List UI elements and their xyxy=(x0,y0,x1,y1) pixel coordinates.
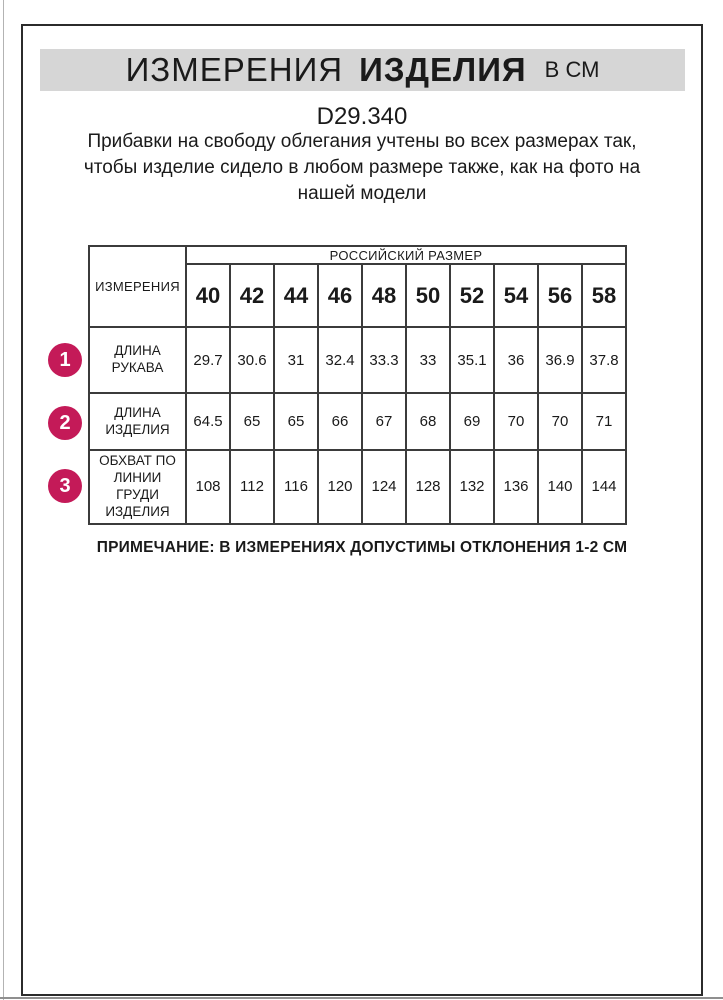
measurement-value: 66 xyxy=(318,393,362,450)
size-band-header: РОССИЙСКИЙ РАЗМЕР xyxy=(186,246,626,264)
size-header: 54 xyxy=(494,264,538,327)
size-header: 58 xyxy=(582,264,626,327)
measurement-value: 65 xyxy=(274,393,318,450)
title-band xyxy=(40,49,685,91)
page-title: ИЗМЕРЕНИЯ xyxy=(125,51,344,88)
row-number-badge-1: 1 xyxy=(48,343,82,377)
measurement-label: ОБХВАТ ПО ЛИНИИ ГРУДИ ИЗДЕЛИЯ xyxy=(89,450,186,524)
size-table xyxy=(88,245,627,525)
page-edge-left xyxy=(3,0,4,1000)
measurement-value: 128 xyxy=(406,450,450,524)
size-header: 42 xyxy=(230,264,274,327)
measurement-value: 65 xyxy=(230,393,274,450)
measurement-value: 35.1 xyxy=(450,327,494,393)
measurement-value: 69 xyxy=(450,393,494,450)
size-header: 46 xyxy=(318,264,362,327)
measurement-value: 37.8 xyxy=(582,327,626,393)
measurement-value: 68 xyxy=(406,393,450,450)
measurement-value: 71 xyxy=(582,393,626,450)
size-header: 48 xyxy=(362,264,406,327)
table-row xyxy=(89,327,626,393)
description-text: Прибавки на свободу облегания учтены во всех размерах так, чтобы изделие сидело в любом размере также, как на фото на нашей модели xyxy=(83,131,641,204)
measurement-value: 32.4 xyxy=(318,327,362,393)
measurement-value: 29.7 xyxy=(186,327,230,393)
measurement-value: 108 xyxy=(186,450,230,524)
table-row-size-band xyxy=(89,246,626,264)
measurement-value: 112 xyxy=(230,450,274,524)
measurement-value: 136 xyxy=(494,450,538,524)
measurement-value: 36.9 xyxy=(538,327,582,393)
measurement-value: 116 xyxy=(274,450,318,524)
measurement-value: 120 xyxy=(318,450,362,524)
size-header: 52 xyxy=(450,264,494,327)
measurement-value: 124 xyxy=(362,450,406,524)
measurement-value: 36 xyxy=(494,327,538,393)
measurement-value: 64.5 xyxy=(186,393,230,450)
corner-header: ИЗМЕРЕНИЯ xyxy=(89,246,186,327)
model-code: D29.340 xyxy=(316,103,408,130)
row-number-badge-3: 3 xyxy=(48,469,82,503)
size-header: 44 xyxy=(274,264,318,327)
measurement-value: 70 xyxy=(494,393,538,450)
measurement-value: 132 xyxy=(450,450,494,524)
table-row xyxy=(89,450,626,524)
measurement-value: 31 xyxy=(274,327,318,393)
measurement-value: 30.6 xyxy=(230,327,274,393)
size-header: 56 xyxy=(538,264,582,327)
page-title-units: В СМ xyxy=(544,57,600,82)
measurement-value: 33.3 xyxy=(362,327,406,393)
measurement-value: 33 xyxy=(406,327,450,393)
measurement-value: 70 xyxy=(538,393,582,450)
measurement-value: 67 xyxy=(362,393,406,450)
document-frame xyxy=(21,24,703,996)
size-header: 50 xyxy=(406,264,450,327)
size-header: 40 xyxy=(186,264,230,327)
measurement-value: 140 xyxy=(538,450,582,524)
table-row xyxy=(89,393,626,450)
page-edge-bottom xyxy=(0,997,723,999)
measurement-label: ДЛИНА ИЗДЕЛИЯ xyxy=(89,393,186,450)
measurement-value: 144 xyxy=(582,450,626,524)
page-title-emphasis: ИЗДЕЛИЯ xyxy=(359,51,527,88)
measurement-label: ДЛИНА РУКАВА xyxy=(89,327,186,393)
note-text: ПРИМЕЧАНИЕ: В ИЗМЕРЕНИЯХ ДОПУСТИМЫ ОТКЛОНЕНИЯ 1-2 СМ xyxy=(96,539,628,556)
row-number-badge-2: 2 xyxy=(48,406,82,440)
